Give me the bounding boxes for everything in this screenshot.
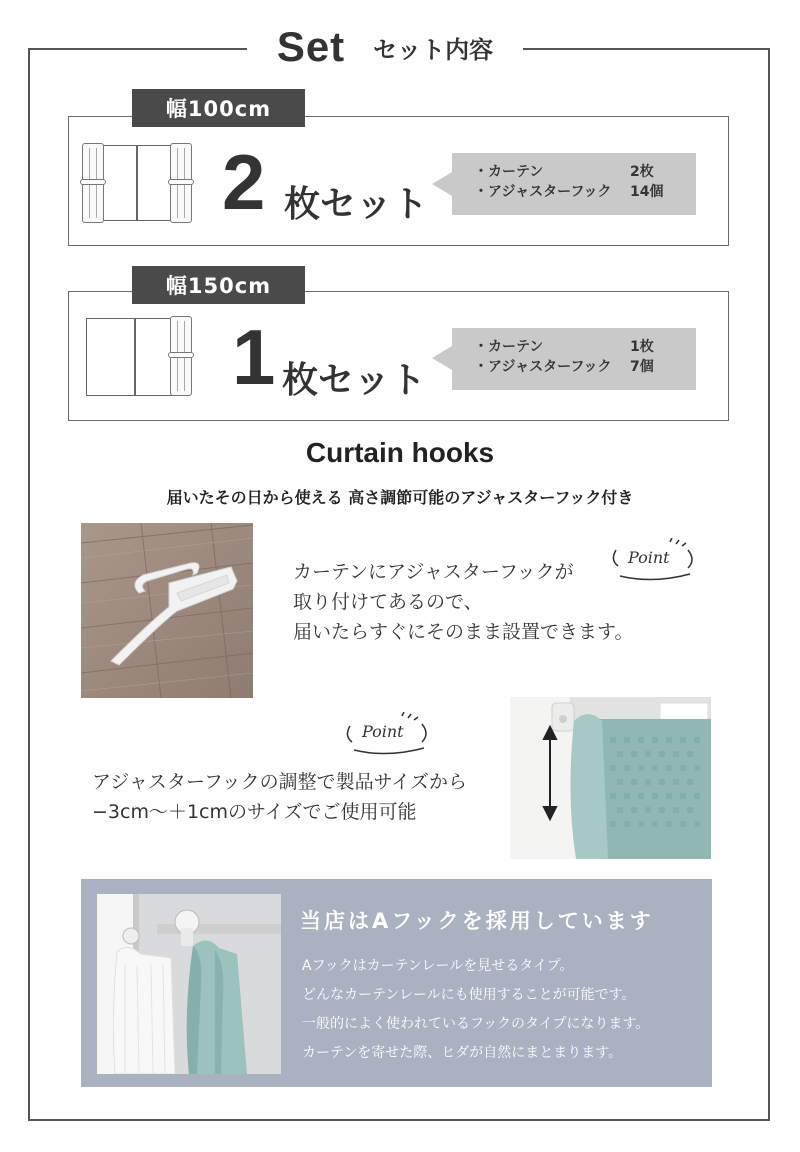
set-count-number: 1 [232, 313, 276, 401]
info-pointer [432, 346, 452, 370]
set-contents-box [452, 153, 696, 215]
item-name: ・アジャスターフック [474, 359, 612, 375]
section-heading: Curtain hooks [305, 437, 495, 468]
item-qty: 14個 [630, 184, 664, 200]
set-count-text: 枚セット [282, 360, 427, 401]
panel-line: カーテンを寄せた際、ヒダが自然にまとまります。 [302, 1045, 623, 1061]
set-count-text: 枚セット [284, 184, 429, 225]
point2-text [92, 767, 467, 827]
item-qty: 2枚 [630, 164, 654, 180]
section-subheading: 届いたその日から使える 高さ調節可能のアジャスターフック付き [166, 488, 634, 507]
panel-line: 一般的によく使われているフックのタイプになります。 [302, 1016, 650, 1032]
item-name: ・アジャスターフック [474, 184, 612, 200]
a-hook-curtain-photo [97, 894, 281, 1074]
item-name: ・カーテン [474, 164, 544, 180]
item-qty: 1枚 [630, 339, 654, 355]
point1-text [293, 557, 633, 647]
panel-line: どんなカーテンレールにも使用することが可能です。 [302, 987, 636, 1003]
panel-line: Aフックはカーテンレールを見せるタイプ。 [302, 958, 574, 974]
page-title [247, 22, 523, 72]
panel-title: 当店はAフックを採用しています [300, 909, 654, 933]
panel-body [302, 952, 649, 1068]
title-en: Set [276, 23, 346, 70]
point1-line: 届いたらすぐにそのまま設置できます。 [293, 621, 634, 643]
hook-on-wood-photo [81, 523, 253, 698]
point-badge [342, 712, 432, 762]
width-tab-100cm: 幅100cm [132, 89, 305, 127]
title-jp: セット内容 [373, 35, 494, 64]
item-qty: 7個 [630, 359, 654, 375]
point1-line: カーテンにアジャスターフックが [293, 561, 574, 583]
set-count-number: 2 [222, 138, 266, 226]
window-two-curtains-icon [78, 141, 196, 225]
hanging-curtain-photo [510, 697, 711, 859]
point-label: Point [628, 548, 670, 567]
item-name: ・カーテン [474, 339, 544, 355]
point-label: Point [362, 722, 404, 741]
info-pointer [432, 172, 452, 196]
point2-line: アジャスターフックの調整で製品サイズから [92, 771, 468, 793]
set-contents-box [452, 328, 696, 390]
point2-line: −3cm〜＋1cmのサイズでご使用可能 [92, 801, 417, 823]
width-tab-150cm: 幅150cm [132, 266, 305, 304]
window-one-curtain-icon [84, 314, 196, 398]
point1-line: 取り付けてあるので、 [293, 591, 483, 613]
